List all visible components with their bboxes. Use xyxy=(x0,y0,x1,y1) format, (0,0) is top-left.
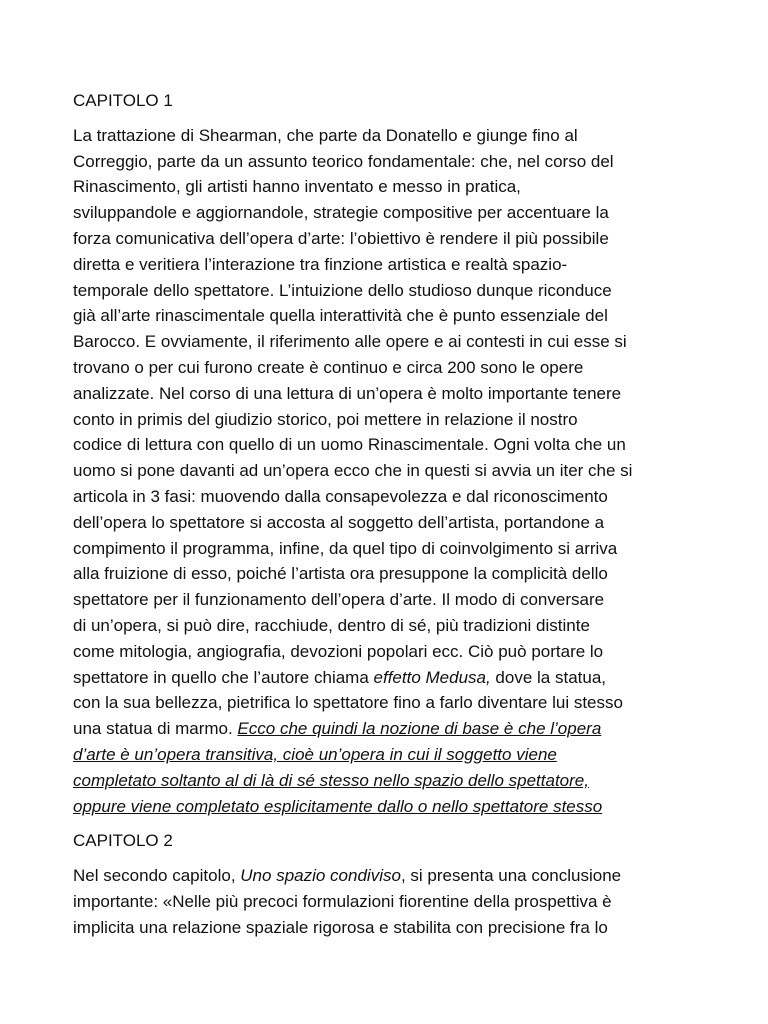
text-line: trovano o per cui furono create è continuo e circa 200 sono le opere xyxy=(73,357,584,377)
text-line: già all’arte rinascimentale quella interattività che è punto essenziale del xyxy=(73,306,608,326)
text-line: temporale dello spettatore. L’intuizione dello studioso dunque riconduce xyxy=(73,280,612,300)
italic-term-effetto-medusa: effetto Medusa, xyxy=(373,667,491,687)
text-line: forza comunicativa dell’opera d’arte: l’obiettivo è rendere il più possibile xyxy=(73,228,609,248)
chapter-2-intro-line xyxy=(73,863,703,889)
chapter-1-paragraph xyxy=(73,123,703,820)
text-line: spettatore per il funzionamento dell’opera d’arte. Il modo di conversare xyxy=(73,590,605,610)
text-segment: una statua di marmo. xyxy=(73,719,238,739)
text-line: conto in primis del giudizio storico, poi mettere in relazione il nostro xyxy=(73,409,578,429)
text-line: importante: «Nelle più precoci formulazioni fiorentine della prospettiva è xyxy=(73,891,612,911)
text-line: uomo si pone davanti ad un’opera ecco che in questi si avvia un iter che si xyxy=(73,461,633,481)
text-line: diretta e veritiera l’interazione tra finzione artistica e realtà spazio- xyxy=(73,254,568,274)
text-line: con la sua bellezza, pietrifica lo spettatore fino a farlo diventare lui stesso xyxy=(73,693,623,713)
chapter-1-heading: CAPITOLO 1 xyxy=(73,91,173,110)
text-line: come mitologia, angiografia, devozioni popolari ecc. Ciò può portare lo xyxy=(73,641,604,661)
underlined-emphasis-line: oppure viene completato esplicitamente dallo o nello spettatore stesso xyxy=(73,796,603,816)
text-segment: spettatore in quello che l’autore chiama xyxy=(73,667,374,687)
text-line: codice di lettura con quello di un uomo Rinascimentale. Ogni volta che un xyxy=(73,435,626,455)
chapter-2-heading: CAPITOLO 2 xyxy=(73,831,173,851)
text-line: alla fruizione di esso, poiché l’artista ora presuppone la complicità dello xyxy=(73,564,608,584)
text-segment: , si presenta una conclusione xyxy=(400,866,622,886)
text-line: implicita una relazione spaziale rigorosa e stabilita con precisione fra lo xyxy=(73,917,608,937)
text-line: sviluppandole e aggiornandole, strategie compositive per accentuare la xyxy=(73,203,609,223)
italic-title-uno-spazio-condiviso: Uno spazio condiviso xyxy=(240,866,401,886)
text-line: articola in 3 fasi: muovendo dalla consapevolezza e dal riconoscimento xyxy=(73,486,608,506)
emphasis-start-line xyxy=(73,716,703,742)
text-line: Correggio, parte da un assunto teorico fondamentale: che, nel corso del xyxy=(73,151,614,171)
text-segment: dove la statua, xyxy=(490,667,607,687)
text-segment: Nel secondo capitolo, xyxy=(73,866,241,886)
document-page xyxy=(73,88,703,950)
text-line: compimento il programma, infine, da quel tipo di coinvolgimento si arriva xyxy=(73,538,618,558)
chapter-2-paragraph xyxy=(73,863,703,940)
text-line: La trattazione di Shearman, che parte da Donatello e giunge fino al xyxy=(73,125,578,145)
text-line: Rinascimento, gli artisti hanno inventato e messo in pratica, xyxy=(73,177,521,197)
text-line: Barocco. E ovviamente, il riferimento alle opere e ai contesti in cui esse si xyxy=(73,332,627,352)
underlined-emphasis-line: d’arte è un’opera transitiva, cioè un’opera in cui il soggetto viene xyxy=(73,744,557,764)
text-line: dell’opera lo spettatore si accosta al soggetto dell’artista, portandone a xyxy=(73,512,605,532)
underlined-emphasis-line: completato soltanto al di là di sé stesso nello spazio dello spettatore, xyxy=(73,770,589,790)
text-line: di un’opera, si può dire, racchiude, dentro di sé, più tradizioni distinte xyxy=(73,615,590,635)
underlined-emphasis-text: Ecco che quindi la nozione di base è che l’opera xyxy=(237,719,602,739)
text-line: analizzate. Nel corso di una lettura di un’opera è molto importante tenere xyxy=(73,383,622,403)
medusa-text-line xyxy=(73,665,703,691)
